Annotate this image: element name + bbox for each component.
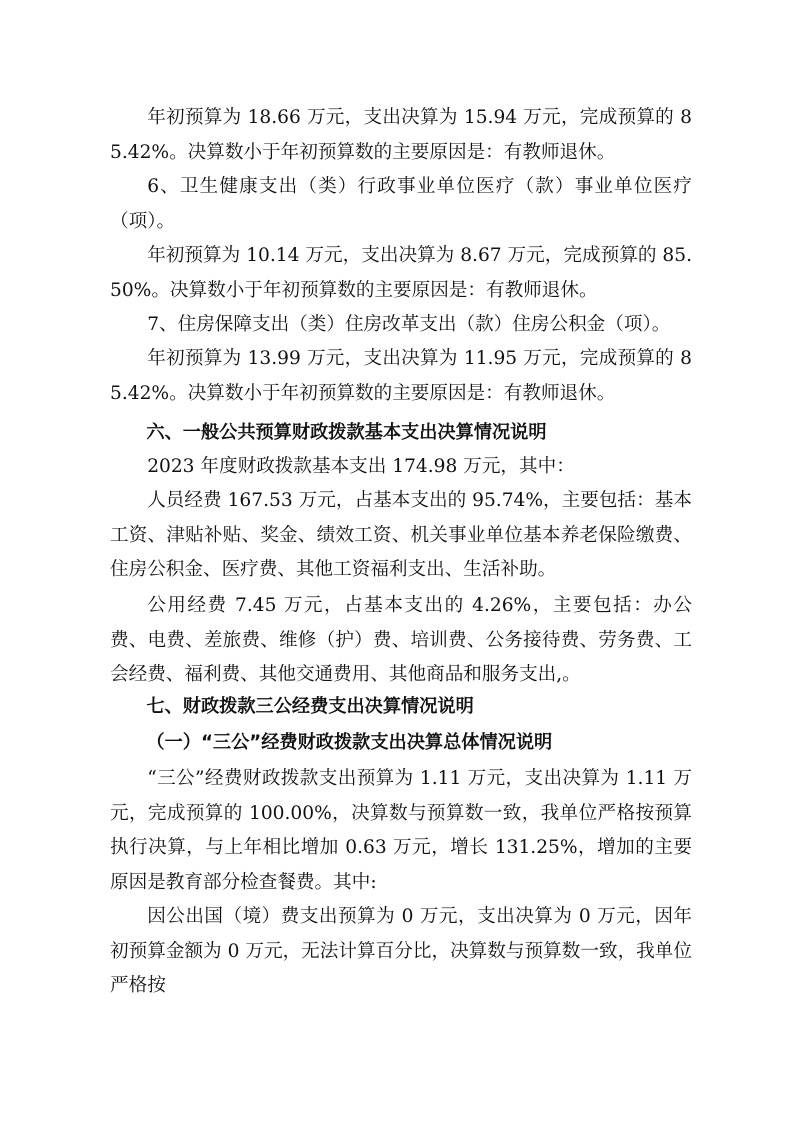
paragraph-basic-expenditure: 2023 年度财政拨款基本支出 174.98 万元，其中： <box>147 456 575 477</box>
paragraph-public-expenses: 公用经费 7.45 万元，占基本支出的 4.26%，主要包括：办公费、电费、差旅费、维修（护）费、培训费、公务接待费、劳务费、工会经费、福利费、其他交通费用、其他商品和服务支出,。 <box>110 595 692 685</box>
paragraph-overseas-expenses: 因公出国（境）费支出预算为 0 万元，支出决算为 0 万元，因年初预算金额为 0 万元，无法计算百分比，决算数与预算数一致，我单位严格按 <box>110 906 692 996</box>
subsection-heading-1: （一）“三公”经费财政拨款支出决算总体情况说明 <box>146 732 553 753</box>
section-heading-7: 七、财政拨款三公经费支出决算情况说明 <box>146 696 474 717</box>
paragraph-budget-2: 年初预算为 10.14 万元，支出决算为 8.67 万元，完成预算的 85.50%。决算数小于年初预算数的主要原因是：有教师退休。 <box>110 245 692 301</box>
paragraph-item-6: 6、卫生健康支出（类）行政事业单位医疗（款）事业单位医疗（项）。 <box>110 176 692 232</box>
paragraph-budget-1: 年初预算为 18.66 万元，支出决算为 15.94 万元，完成预算的 85.42%。决算数小于年初预算数的主要原因是：有教师退休。 <box>110 107 692 163</box>
paragraph-personnel-expenses: 人员经费 167.53 万元，占基本支出的 95.74%，主要包括：基本工资、津贴补贴、奖金、绩效工资、机关事业单位基本养老保险缴费、住房公积金、医疗费、其他工资福利支出、生活补助。 <box>110 490 692 580</box>
paragraph-three-public-overview: “三公”经费财政拨款支出预算为 1.11 万元，支出决算为 1.11 万元，完成预算的 100.00%，决算数与预算数一致，我单位严格按预算执行决算，与上年相比增加 0.63 万元，增长 131.25%，增加的主要原因是教育部分检查餐费。其中: <box>110 768 692 893</box>
paragraph-item-7: 7、住房保障支出（类）住房改革支出（款）住房公积金（项）。 <box>147 314 671 335</box>
section-heading-6: 六、一般公共预算财政拨款基本支出决算情况说明 <box>146 422 547 443</box>
paragraph-budget-3: 年初预算为 13.99 万元，支出决算为 11.95 万元，完成预算的 85.42%。决算数小于年初预算数的主要原因是：有教师退休。 <box>110 348 692 404</box>
